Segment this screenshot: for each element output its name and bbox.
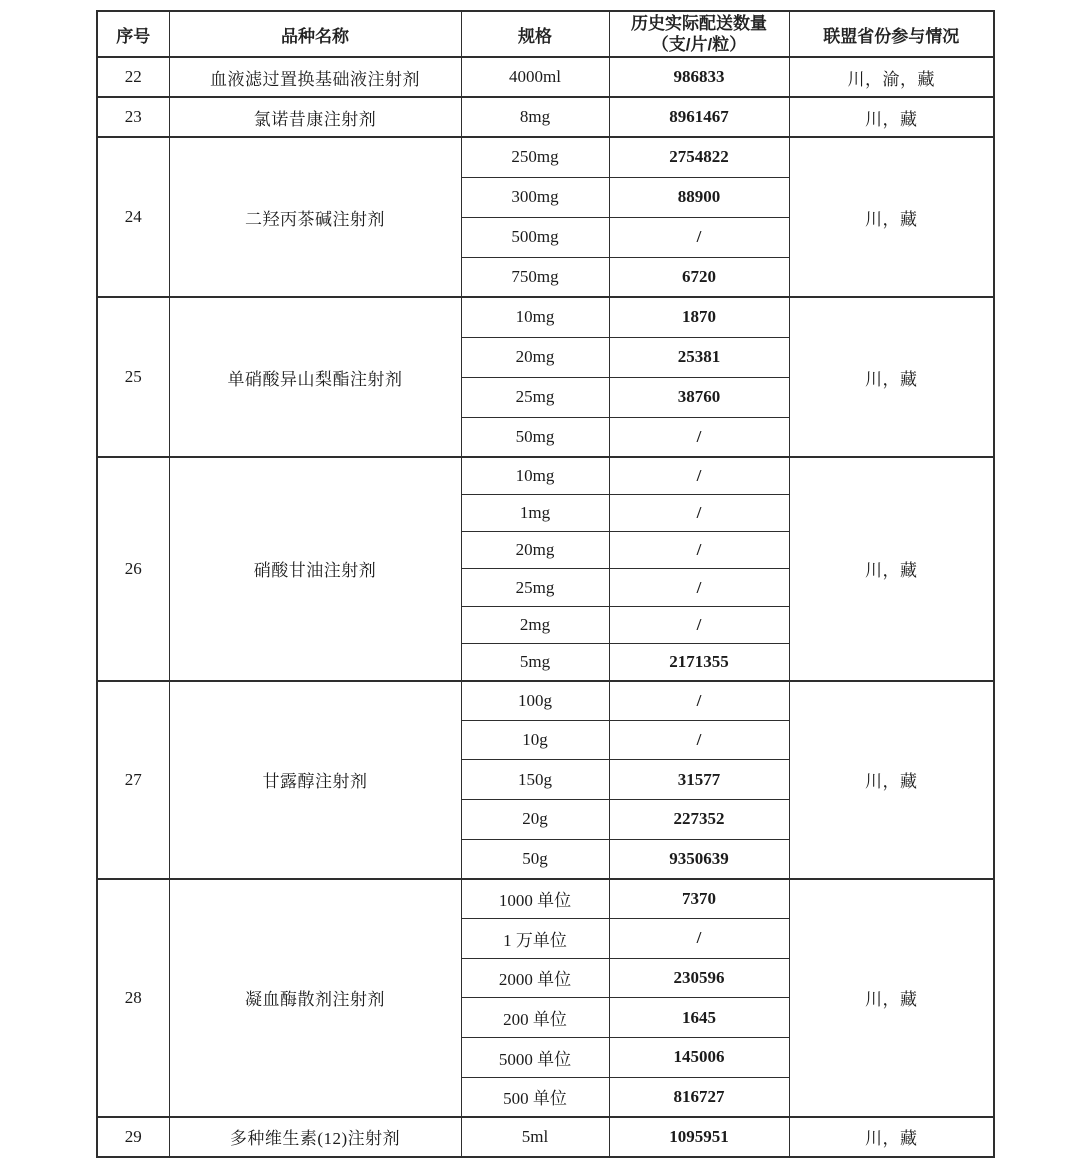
table-row (97, 297, 994, 337)
product-name-cell: 单硝酸异山梨酯注射剂 (169, 297, 461, 457)
qty-cell: 8961467 (609, 97, 789, 137)
qty-cell: / (609, 494, 789, 531)
qty-cell: / (609, 681, 789, 721)
qty-cell: 145006 (609, 1038, 789, 1078)
spec-cell: 50g (461, 839, 609, 879)
provinces-cell: 川，藏 (789, 879, 994, 1117)
header-qty-line1: 历史实际配送数量 (631, 14, 767, 33)
seq-cell: 26 (97, 457, 169, 681)
spec-cell: 20mg (461, 532, 609, 569)
qty-cell: 2171355 (609, 643, 789, 680)
spec-cell: 5mg (461, 643, 609, 680)
header-qty-line2: （支/片/粒） (651, 35, 747, 54)
qty-cell: 9350639 (609, 839, 789, 879)
seq-cell: 28 (97, 879, 169, 1117)
provinces-cell: 川，藏 (789, 1117, 994, 1157)
product-name-cell: 血液滤过置换基础液注射剂 (169, 57, 461, 97)
spec-cell: 10mg (461, 297, 609, 337)
spec-cell: 750mg (461, 257, 609, 297)
spec-cell: 5ml (461, 1117, 609, 1157)
qty-cell: / (609, 569, 789, 606)
provinces-cell: 川，渝，藏 (789, 57, 994, 97)
provinces-cell: 川，藏 (789, 137, 994, 297)
qty-cell: / (609, 417, 789, 457)
table-row (97, 457, 994, 494)
product-name-cell: 多种维生素(12)注射剂 (169, 1117, 461, 1157)
product-name-cell: 凝血酶散剂注射剂 (169, 879, 461, 1117)
qty-cell: / (609, 457, 789, 494)
spec-cell: 500 单位 (461, 1077, 609, 1117)
qty-cell: 1645 (609, 998, 789, 1038)
spec-cell: 100g (461, 681, 609, 721)
provinces-cell: 川，藏 (789, 297, 994, 457)
spec-cell: 250mg (461, 137, 609, 177)
qty-cell: 25381 (609, 337, 789, 377)
qty-cell: 6720 (609, 257, 789, 297)
qty-cell: 7370 (609, 879, 789, 919)
header-qty (609, 11, 789, 57)
qty-cell: 88900 (609, 177, 789, 217)
table-row (97, 137, 994, 177)
seq-cell: 22 (97, 57, 169, 97)
product-name-cell: 甘露醇注射剂 (169, 681, 461, 879)
qty-cell: / (609, 217, 789, 257)
seq-cell: 29 (97, 1117, 169, 1157)
header-product-name: 品种名称 (169, 11, 461, 57)
spec-cell: 1000 单位 (461, 879, 609, 919)
spec-cell: 500mg (461, 217, 609, 257)
spec-cell: 2000 单位 (461, 958, 609, 998)
spec-cell: 4000ml (461, 57, 609, 97)
spec-cell: 300mg (461, 177, 609, 217)
spec-cell: 200 单位 (461, 998, 609, 1038)
qty-cell: 230596 (609, 958, 789, 998)
table-row (97, 879, 994, 919)
seq-cell: 27 (97, 681, 169, 879)
spec-cell: 20mg (461, 337, 609, 377)
spec-cell: 1 万单位 (461, 918, 609, 958)
table-row (97, 1117, 994, 1157)
qty-cell: 2754822 (609, 137, 789, 177)
qty-cell: / (609, 720, 789, 760)
spec-cell: 2mg (461, 606, 609, 643)
qty-cell: 1870 (609, 297, 789, 337)
qty-cell: / (609, 606, 789, 643)
spec-cell: 10g (461, 720, 609, 760)
spec-cell: 50mg (461, 417, 609, 457)
medicine-procurement-table (96, 10, 995, 1158)
table-row (97, 57, 994, 97)
qty-cell: 31577 (609, 760, 789, 800)
product-name-cell: 硝酸甘油注射剂 (169, 457, 461, 681)
qty-cell: / (609, 918, 789, 958)
provinces-cell: 川，藏 (789, 681, 994, 879)
table-header-row (97, 11, 994, 57)
table-row (97, 681, 994, 721)
spec-cell: 10mg (461, 457, 609, 494)
spec-cell: 150g (461, 760, 609, 800)
header-spec: 规格 (461, 11, 609, 57)
qty-cell: 1095951 (609, 1117, 789, 1157)
seq-cell: 24 (97, 137, 169, 297)
product-name-cell: 氯诺昔康注射剂 (169, 97, 461, 137)
qty-cell: 227352 (609, 800, 789, 840)
header-seq-no: 序号 (97, 11, 169, 57)
spec-cell: 20g (461, 800, 609, 840)
qty-cell: 38760 (609, 377, 789, 417)
qty-cell: 816727 (609, 1077, 789, 1117)
qty-cell: 986833 (609, 57, 789, 97)
spec-cell: 1mg (461, 494, 609, 531)
seq-cell: 23 (97, 97, 169, 137)
header-provinces: 联盟省份参与情况 (789, 11, 994, 57)
table-row (97, 97, 994, 137)
provinces-cell: 川，藏 (789, 457, 994, 681)
medicine-table-container (96, 10, 995, 1158)
qty-cell: / (609, 532, 789, 569)
spec-cell: 25mg (461, 569, 609, 606)
seq-cell: 25 (97, 297, 169, 457)
spec-cell: 25mg (461, 377, 609, 417)
spec-cell: 5000 单位 (461, 1038, 609, 1078)
product-name-cell: 二羟丙茶碱注射剂 (169, 137, 461, 297)
spec-cell: 8mg (461, 97, 609, 137)
provinces-cell: 川，藏 (789, 97, 994, 137)
